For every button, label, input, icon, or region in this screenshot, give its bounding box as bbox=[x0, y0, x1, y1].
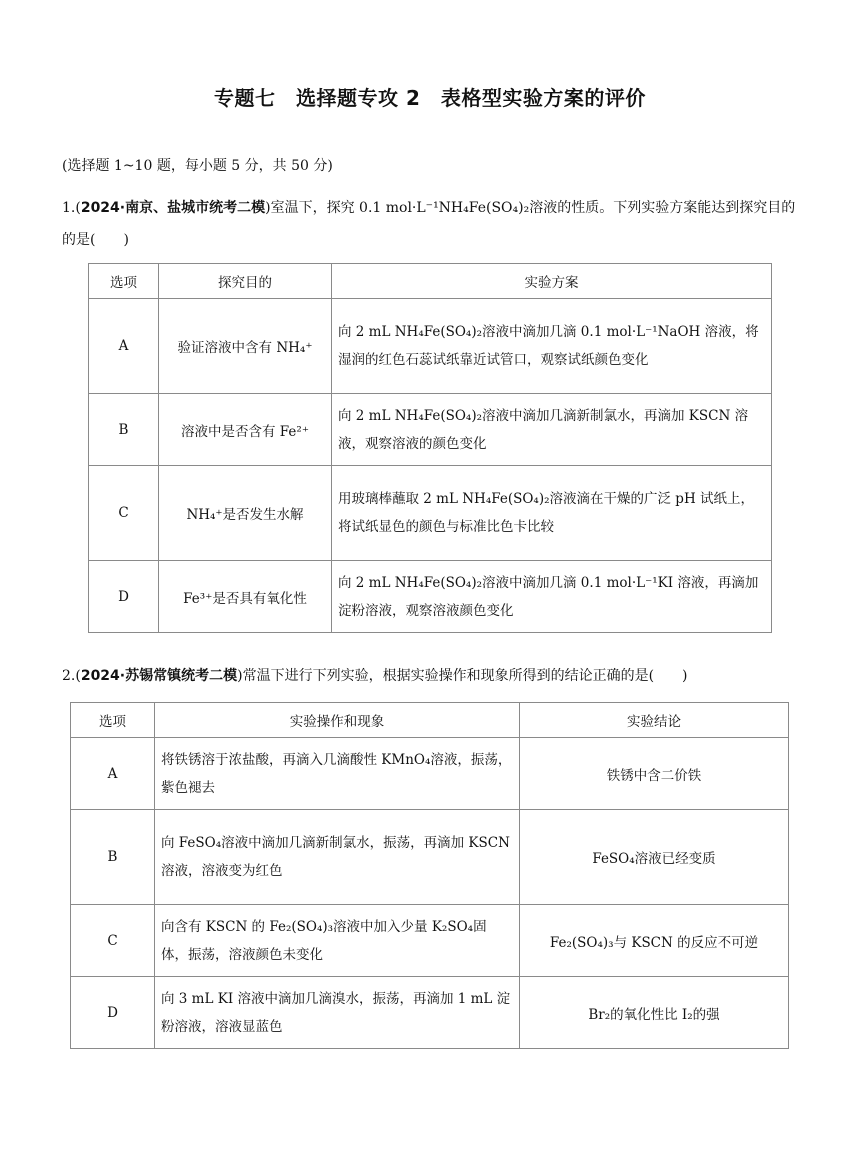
goal-cell: 溶液中是否含有 Fe²⁺ bbox=[159, 394, 332, 466]
option-cell: B bbox=[71, 810, 155, 905]
table-header-row bbox=[71, 703, 789, 738]
option-cell: D bbox=[89, 561, 159, 633]
operation-cell: 向 FeSO₄溶液中滴加几滴新制氯水，振荡，再滴加 KSCN 溶液，溶液变为红色 bbox=[155, 810, 520, 905]
plan-cell: 向 2 mL NH₄Fe(SO₄)₂溶液中滴加几滴 0.1 mol·L⁻¹NaOH 溶液，将湿润的红色石蕊试纸靠近试管口，观察试纸颜色变化 bbox=[332, 299, 772, 394]
header-plan: 实验方案 bbox=[332, 264, 772, 299]
header-option: 选项 bbox=[71, 703, 155, 738]
conclusion-cell: Br₂的氧化性比 I₂的强 bbox=[520, 977, 789, 1049]
question-source: 2024·南京、盐城市统考二模 bbox=[80, 200, 266, 216]
table-row bbox=[71, 977, 789, 1049]
plan-cell: 用玻璃棒蘸取 2 mL NH₄Fe(SO₄)₂溶液滴在干燥的广泛 pH 试纸上，将试纸显色的颜色与标准比色卡比较 bbox=[332, 466, 772, 561]
question-2-table bbox=[70, 702, 789, 1049]
goal-cell: Fe³⁺是否具有氧化性 bbox=[159, 561, 332, 633]
header-operation: 实验操作和现象 bbox=[155, 703, 520, 738]
table-row bbox=[71, 905, 789, 977]
question-1-stem bbox=[62, 192, 802, 256]
header-conclusion: 实验结论 bbox=[520, 703, 789, 738]
question-text: )室温下，探究 0.1 mol·L⁻¹NH₄Fe(SO₄)₂溶液的性质。下列实验方案能达到探究目的的是( ) bbox=[62, 200, 796, 248]
conclusion-cell: FeSO₄溶液已经变质 bbox=[520, 810, 789, 905]
question-2-stem bbox=[62, 660, 802, 692]
table-row bbox=[71, 810, 789, 905]
table-row bbox=[89, 299, 772, 394]
header-option: 选项 bbox=[89, 264, 159, 299]
operation-cell: 将铁锈溶于浓盐酸，再滴入几滴酸性 KMnO₄溶液，振荡，紫色褪去 bbox=[155, 738, 520, 810]
conclusion-cell: 铁锈中含二价铁 bbox=[520, 738, 789, 810]
page-title: 专题七 选择题专攻 2 表格型实验方案的评价 bbox=[214, 86, 646, 110]
table-row bbox=[89, 394, 772, 466]
operation-cell: 向含有 KSCN 的 Fe₂(SO₄)₃溶液中加入少量 K₂SO₄固体，振荡，溶液颜色未变化 bbox=[155, 905, 520, 977]
option-cell: A bbox=[71, 738, 155, 810]
question-number: 1.( bbox=[62, 200, 81, 216]
plan-cell: 向 2 mL NH₄Fe(SO₄)₂溶液中滴加几滴 0.1 mol·L⁻¹KI 溶液，再滴加淀粉溶液，观察溶液颜色变化 bbox=[332, 561, 772, 633]
question-text: )常温下进行下列实验，根据实验操作和现象所得到的结论正确的是( ) bbox=[237, 668, 688, 684]
plan-cell: 向 2 mL NH₄Fe(SO₄)₂溶液中滴加几滴新制氯水，再滴加 KSCN 溶液，观察溶液的颜色变化 bbox=[332, 394, 772, 466]
option-cell: D bbox=[71, 977, 155, 1049]
option-cell: B bbox=[89, 394, 159, 466]
table-row bbox=[89, 466, 772, 561]
question-source: 2024·苏锡常镇统考二模 bbox=[80, 668, 238, 684]
goal-cell: 验证溶液中含有 NH₄⁺ bbox=[159, 299, 332, 394]
header-goal: 探究目的 bbox=[159, 264, 332, 299]
question-number: 2.( bbox=[62, 668, 81, 684]
option-cell: C bbox=[71, 905, 155, 977]
operation-cell: 向 3 mL KI 溶液中滴加几滴溴水，振荡，再滴加 1 mL 淀粉溶液，溶液显蓝色 bbox=[155, 977, 520, 1049]
table-row bbox=[89, 561, 772, 633]
table-header-row bbox=[89, 264, 772, 299]
goal-cell: NH₄⁺是否发生水解 bbox=[159, 466, 332, 561]
conclusion-cell: Fe₂(SO₄)₃与 KSCN 的反应不可逆 bbox=[520, 905, 789, 977]
option-cell: C bbox=[89, 466, 159, 561]
table-row bbox=[71, 738, 789, 810]
section-note: (选择题 1~10 题，每小题 5 分，共 50 分) bbox=[62, 158, 333, 174]
question-1-table bbox=[88, 263, 772, 633]
option-cell: A bbox=[89, 299, 159, 394]
